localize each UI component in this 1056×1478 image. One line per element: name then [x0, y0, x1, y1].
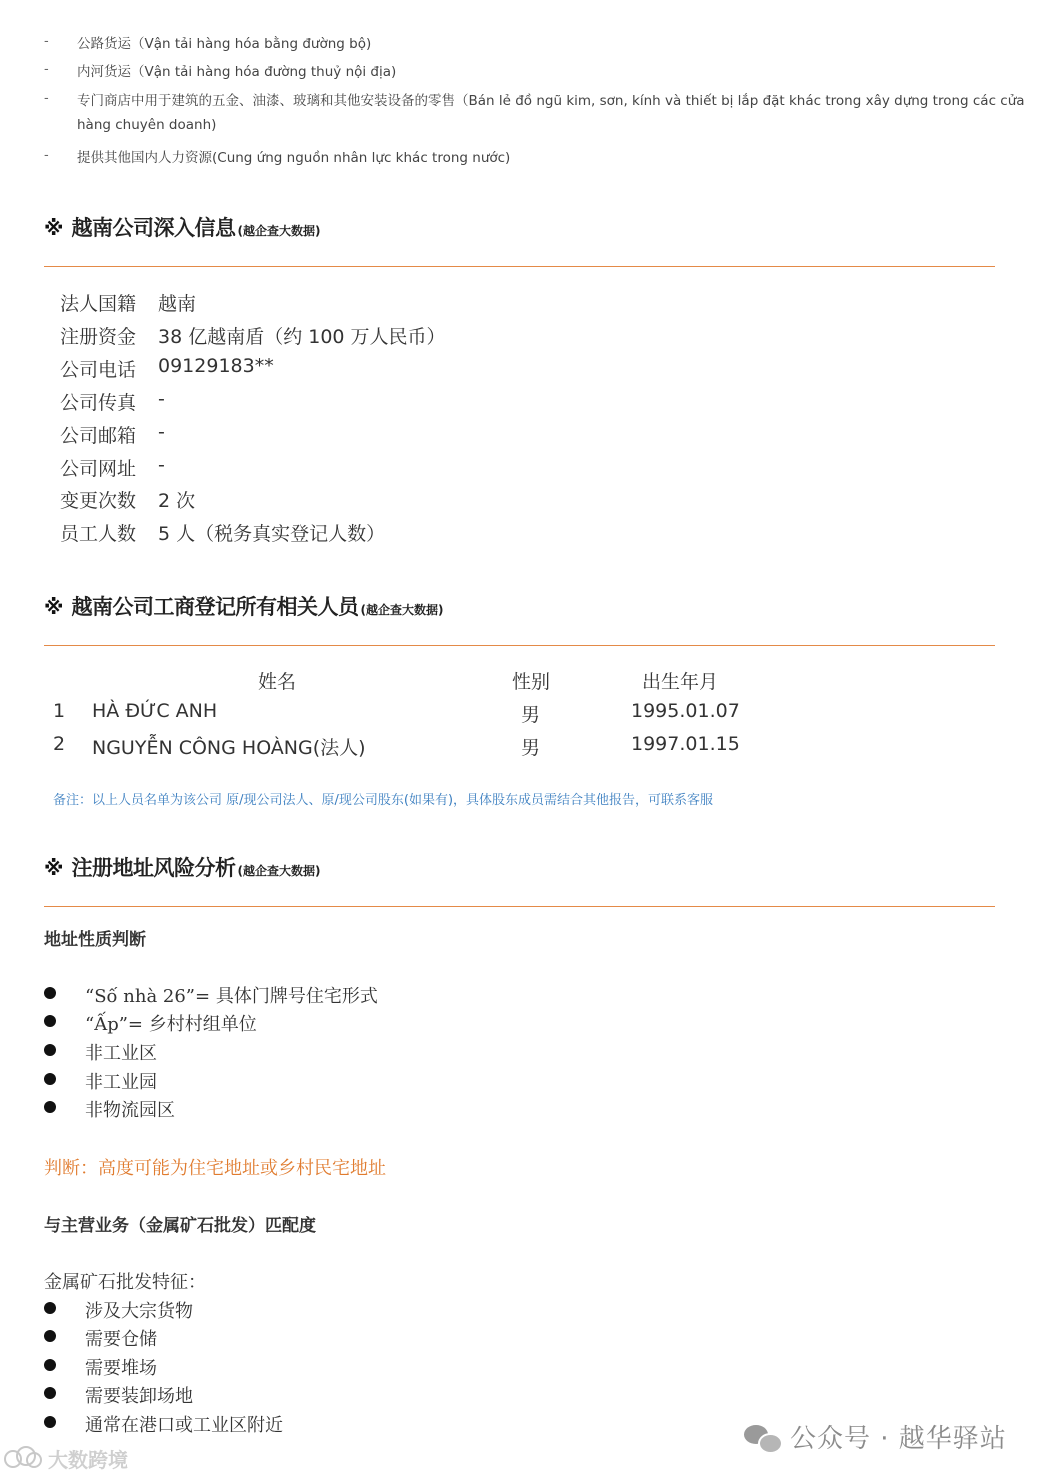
column-header-dob: 出生年月	[642, 671, 719, 693]
bullet-icon	[44, 1387, 56, 1399]
persons-note: 备注：以上人员名单为该公司 原/现公司法人、原/现公司股东(如果有)，具体股东成员需结合其他报告，可联系客服	[53, 793, 714, 808]
row-number: 2	[53, 733, 66, 755]
list-item: 需要仓储	[85, 1329, 157, 1350]
section-source: (越企查大数据)	[237, 864, 321, 878]
section-heading-address-risk	[44, 852, 320, 882]
wechat-watermark	[742, 1418, 1007, 1455]
info-label: 注册资金	[60, 326, 137, 348]
section-heading-registered-persons	[44, 591, 443, 621]
bullet-icon	[44, 987, 56, 999]
scope-item-retail-hardware-cont: hàng chuyên doanh)	[77, 117, 217, 133]
section-title: 越南公司深入信息	[71, 216, 236, 240]
bullet-icon	[44, 1330, 56, 1342]
info-label: 公司传真	[60, 392, 137, 414]
section-title: 越南公司工商登记所有相关人员	[71, 595, 359, 619]
info-label: 公司网址	[60, 458, 137, 480]
scope-item-inland-waterway: 内河货运（Vận tải hàng hóa đường thuỷ nội địa)	[77, 64, 397, 80]
bullet-icon	[44, 1302, 56, 1314]
reference-mark-icon: ※	[44, 595, 64, 619]
section-heading-company-info	[44, 212, 320, 242]
address-nature-heading: 地址性质判断	[44, 930, 146, 950]
person-name: NGUYỄN CÔNG HOÀNG(法人)	[92, 737, 366, 759]
scope-item-retail-hardware: 专门商店中用于建筑的五金、油漆、玻璃和其他安装设备的零售（Bán lẻ đồ ngũ kim, sơn, kính và thiết bị lắp đặt khác trong xây dựng trong các cửa	[77, 93, 1025, 109]
person-name: HÀ ĐỨC ANH	[92, 700, 218, 722]
person-dob: 1995.01.07	[631, 700, 740, 722]
traits-label: 金属矿石批发特征：	[44, 1272, 206, 1293]
scope-item-human-resources: 提供其他国内人力资源(Cung ứng nguồn nhân lực khác trong nước)	[77, 150, 511, 166]
section-divider	[44, 645, 995, 646]
list-item: 需要堆场	[85, 1358, 157, 1379]
list-item: 需要装卸场地	[85, 1386, 193, 1407]
list-item: 通常在港口或工业区附近	[85, 1415, 283, 1436]
address-verdict: 判断：高度可能为住宅地址或乡村民宅地址	[44, 1158, 386, 1179]
info-value: 越南	[158, 293, 197, 315]
info-value: -	[158, 421, 165, 443]
reference-mark-icon: ※	[44, 216, 64, 240]
info-value: -	[158, 388, 165, 410]
bullet-icon	[44, 1073, 56, 1085]
business-match-heading: 与主营业务（金属矿石批发）匹配度	[44, 1216, 316, 1236]
brand-watermark	[4, 1444, 128, 1473]
bullet-icon	[44, 1359, 56, 1371]
section-source: (越企查大数据)	[237, 224, 321, 238]
person-gender: 男	[521, 704, 541, 726]
info-value: 38 亿越南盾（约 100 万人民币）	[158, 326, 446, 348]
list-item: “Số nhà 26”= 具体门牌号住宅形式	[85, 986, 378, 1007]
section-divider	[44, 906, 995, 907]
info-label: 员工人数	[60, 523, 137, 545]
list-dash: -	[44, 34, 49, 49]
list-item: “Ấp”= 乡村村组单位	[85, 1014, 257, 1035]
watermark-text: 大数跨境	[48, 1448, 128, 1472]
section-source: (越企查大数据)	[360, 603, 444, 617]
row-number: 1	[53, 700, 66, 722]
list-item: 非工业园	[85, 1072, 157, 1093]
info-value: 2 次	[158, 490, 196, 512]
column-header-gender: 性别	[512, 671, 551, 693]
scope-item-road-freight: 公路货运（Vận tải hàng hóa bằng đường bộ)	[77, 36, 372, 52]
info-label: 公司邮箱	[60, 425, 137, 447]
watermark-text: 公众号 · 越华驿站	[790, 1424, 1007, 1454]
list-dash: -	[44, 91, 49, 106]
brand-logo-icon	[4, 1446, 42, 1472]
wechat-icon	[742, 1421, 782, 1453]
list-item: 非物流园区	[85, 1100, 175, 1121]
info-value: -	[158, 454, 165, 476]
section-divider	[44, 266, 995, 267]
info-label: 变更次数	[60, 490, 137, 512]
list-item: 非工业区	[85, 1043, 157, 1064]
bullet-icon	[44, 1101, 56, 1113]
list-dash: -	[44, 148, 49, 163]
info-label: 法人国籍	[60, 293, 137, 315]
person-dob: 1997.01.15	[631, 733, 740, 755]
column-header-name: 姓名	[258, 671, 297, 693]
section-title: 注册地址风险分析	[71, 856, 236, 880]
info-label: 公司电话	[60, 359, 137, 381]
bullet-icon	[44, 1416, 56, 1428]
bullet-icon	[44, 1015, 56, 1027]
info-value: 5 人（税务真实登记人数）	[158, 523, 386, 545]
list-dash: -	[44, 62, 49, 77]
bullet-icon	[44, 1044, 56, 1056]
info-value: 09129183**	[158, 355, 274, 377]
person-gender: 男	[521, 737, 541, 759]
list-item: 涉及大宗货物	[85, 1301, 193, 1322]
reference-mark-icon: ※	[44, 856, 64, 880]
